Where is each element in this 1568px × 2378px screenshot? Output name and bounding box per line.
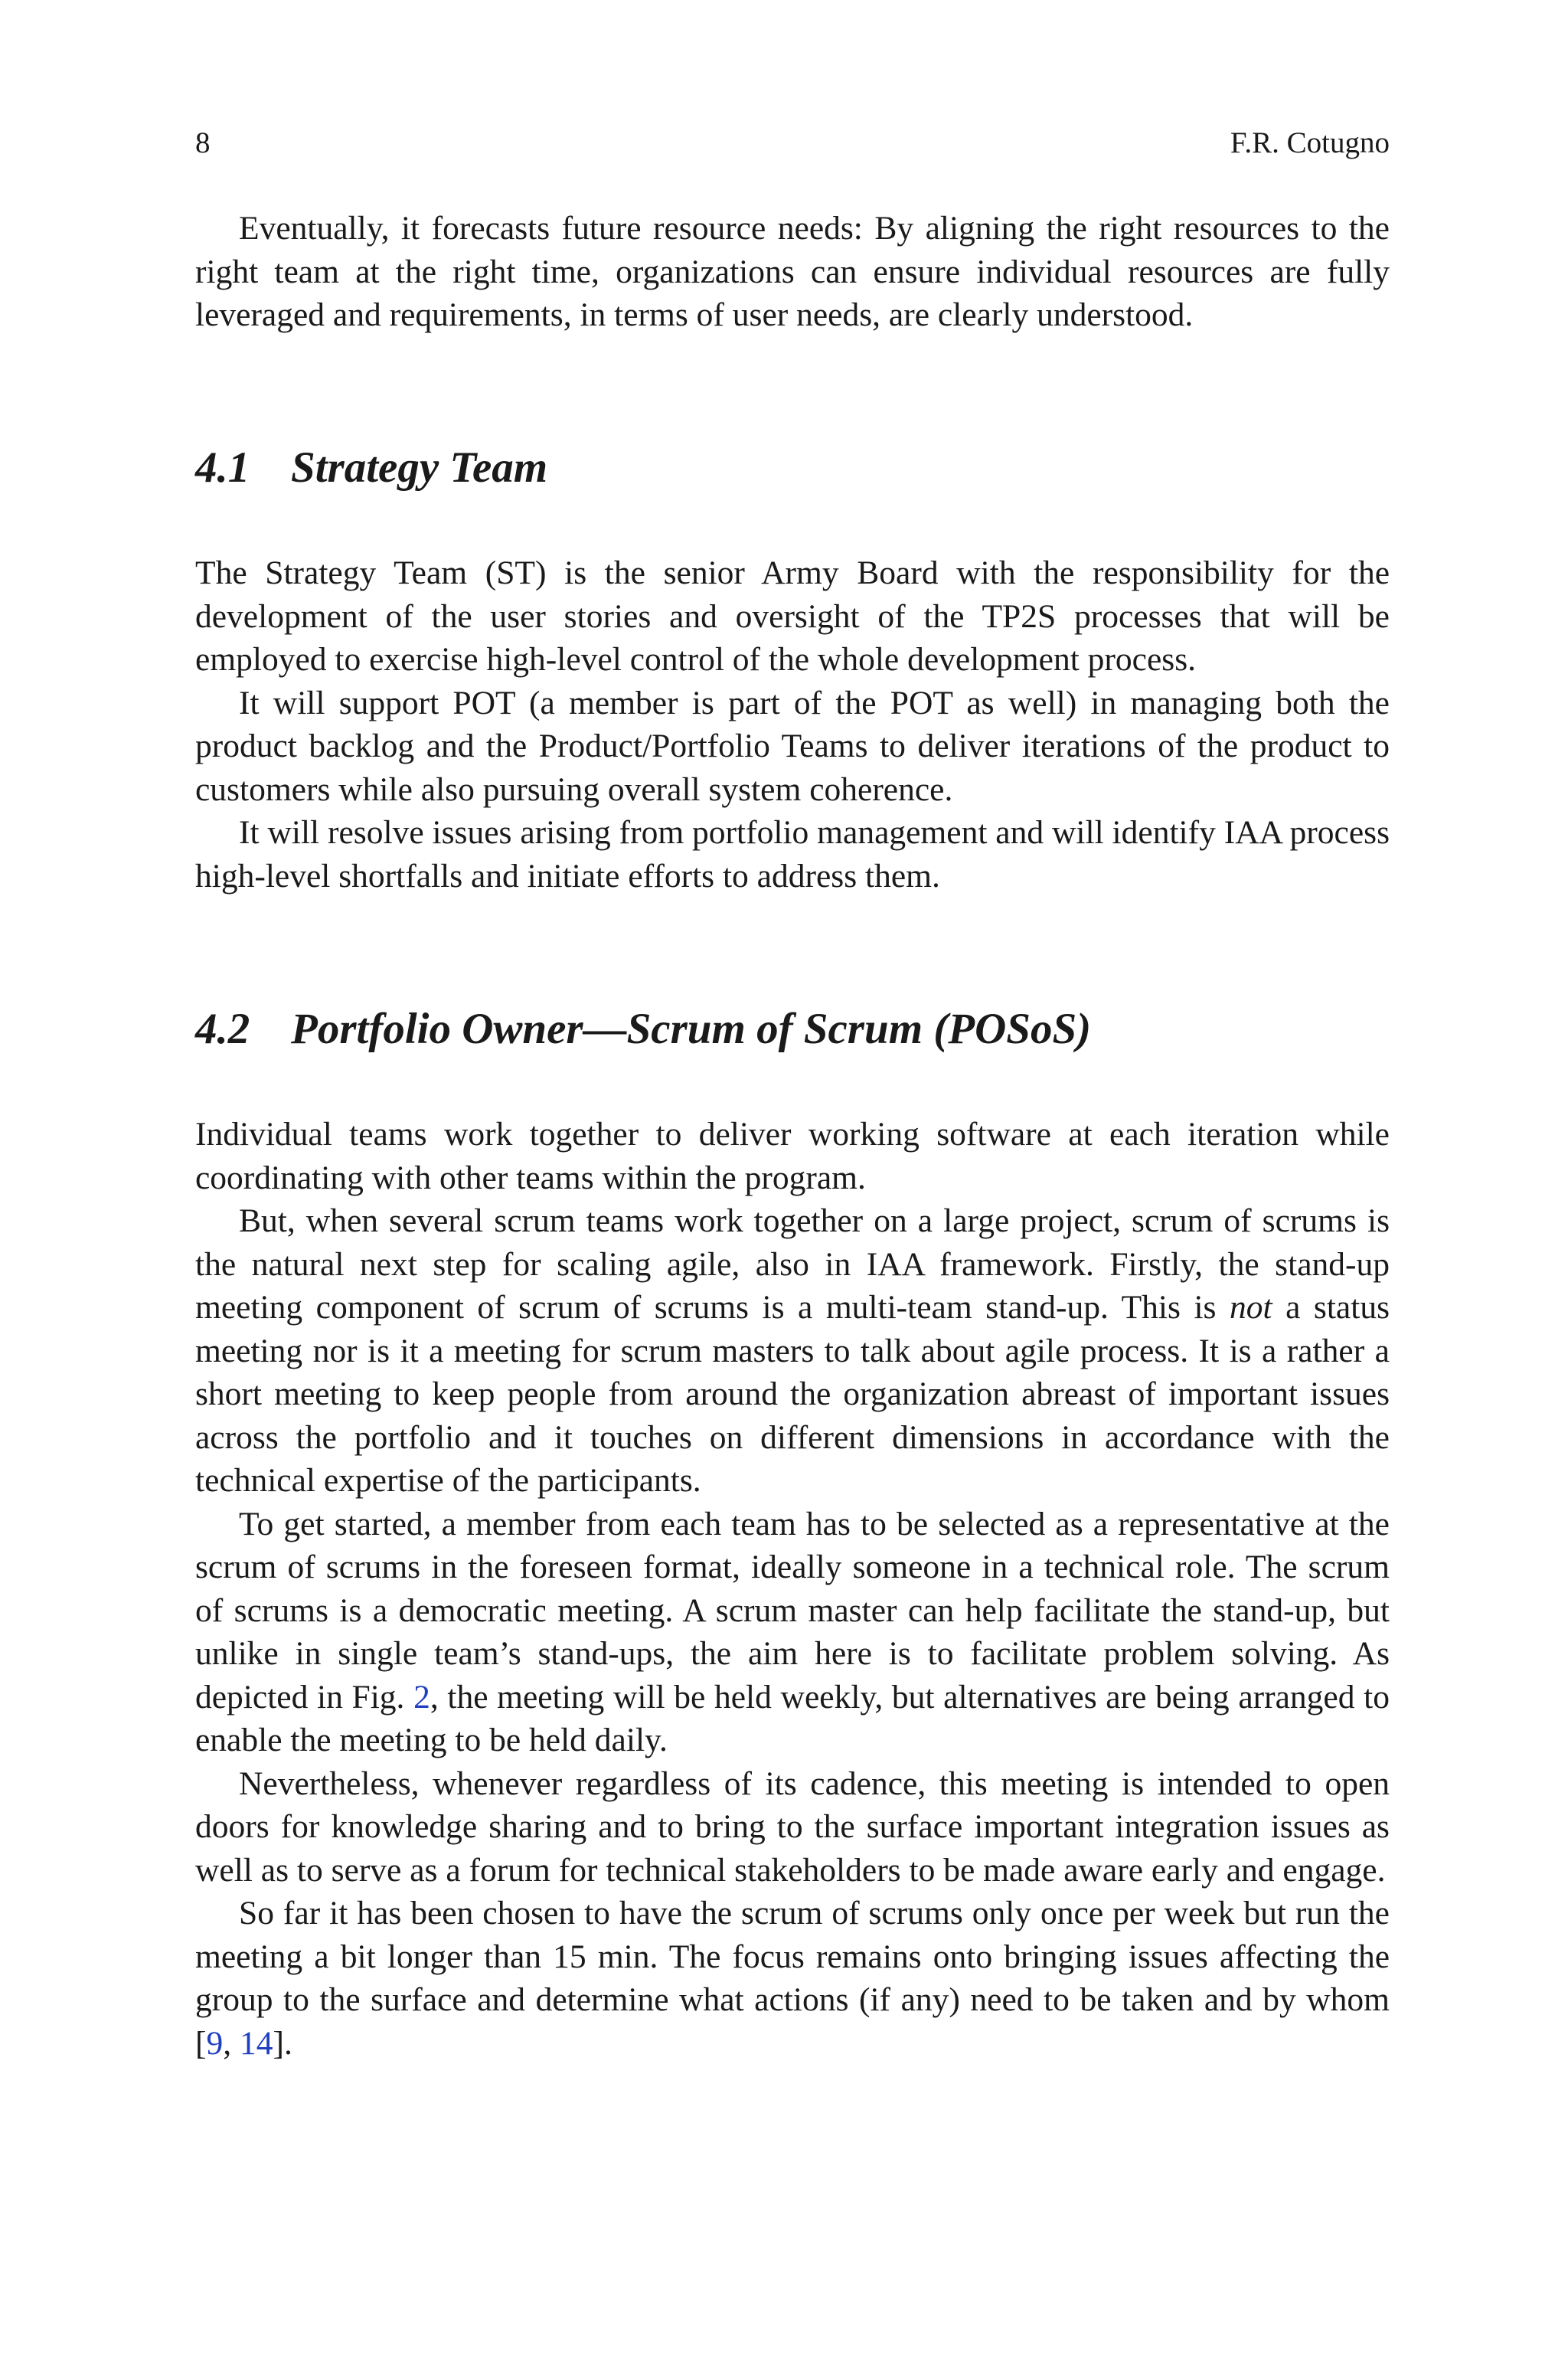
paragraph xyxy=(195,1892,1390,2065)
paragraph: It will resolve issues arising from portfolio management and will identify IAA process high-level shortfalls and initiate efforts to address them. xyxy=(195,814,1390,895)
section-title: Strategy Team xyxy=(291,443,548,492)
figure-reference-link[interactable]: 2 xyxy=(413,1678,430,1716)
intro-block xyxy=(195,207,1390,337)
paragraph xyxy=(195,1199,1390,1503)
section-4-1-body xyxy=(195,551,1390,898)
emphasis-not: not xyxy=(1229,1289,1272,1326)
text-run: So far it has been chosen to have the scrum of scrums only once per week but run the meeting a bit longer than 15 min. The focus remains onto bringing issues affecting the group to the surface and determine what actions (if any) need to be taken and by whom [ xyxy=(195,1895,1390,2062)
citation-link[interactable]: 9 xyxy=(206,2024,224,2062)
paragraph: Nevertheless, whenever regardless of its cadence, this meeting is intended to open doors for knowledge sharing and to bring to the surface important integration issues as well as to serve as a forum for technical stakeholders to be made aware early and engage. xyxy=(195,1765,1390,1889)
section-number: 4.1 xyxy=(195,443,250,492)
paragraph: Individual teams work together to deliver working software at each iteration while coordinating with other teams within the program. xyxy=(195,1116,1390,1196)
text-run: , the meeting will be held weekly, but alternatives are being arranged to enable the meeting to be held daily. xyxy=(195,1678,1390,1758)
paragraph xyxy=(195,1503,1390,1762)
text-run: But, when several scrum teams work together on a large project, scrum of scrums is the natural next step for scaling agile, also in IAA framework. Firstly, the stand-up meeting component of scrum of scrums is a multi-team stand-up. This is xyxy=(195,1202,1390,1326)
section-title: Portfolio Owner—Scrum of Scrum (POSoS) xyxy=(291,1005,1092,1053)
page-number: 8 xyxy=(195,126,211,159)
section-heading-4-2 xyxy=(195,1003,1091,1056)
text-run: ]. xyxy=(273,2024,292,2062)
citation-link[interactable]: 14 xyxy=(240,2024,273,2062)
intro-paragraph: Eventually, it forecasts future resource needs: By aligning the right resources to the right team at the right time, organizations can ensure individual resources are fully leveraged and requirements, in terms of user needs, are clearly understood. xyxy=(195,210,1390,333)
text-run: To get started, a member from each team has to be selected as a representative at the scrum of scrums in the foreseen format, ideally someone in a technical role. The scrum of scrums is a democratic meeting. A scrum master can help facilitate the stand-up, but unlike in single team’s stand-ups, the aim here is to facilitate problem solving. As depicted in Fig. xyxy=(195,1505,1390,1716)
paragraph: The Strategy Team (ST) is the senior Army Board with the responsibility for the development of the user stories and oversight of the TP2S processes that will be employed to exercise high-level control of the whole development process. xyxy=(195,554,1390,678)
section-4-2-body xyxy=(195,1113,1390,2065)
text-run: , xyxy=(223,2024,240,2062)
section-heading-4-1 xyxy=(195,441,547,495)
section-number: 4.2 xyxy=(195,1005,250,1053)
text-run: a status meeting nor is it a meeting for scrum masters to talk about agile process. It is a rather a short meeting to keep people from around the organization abreast of important issues across the portfolio and it touches on different dimensions in accordance with the technical expertise of the participants. xyxy=(195,1289,1390,1499)
running-head-author: F.R. Cotugno xyxy=(1230,126,1390,159)
paragraph: It will support POT (a member is part of the POT as well) in managing both the product backlog and the Product/Portfolio Teams to deliver iterations of the product to customers while also pursuing overall system coherence. xyxy=(195,684,1390,808)
running-head xyxy=(195,125,1390,162)
